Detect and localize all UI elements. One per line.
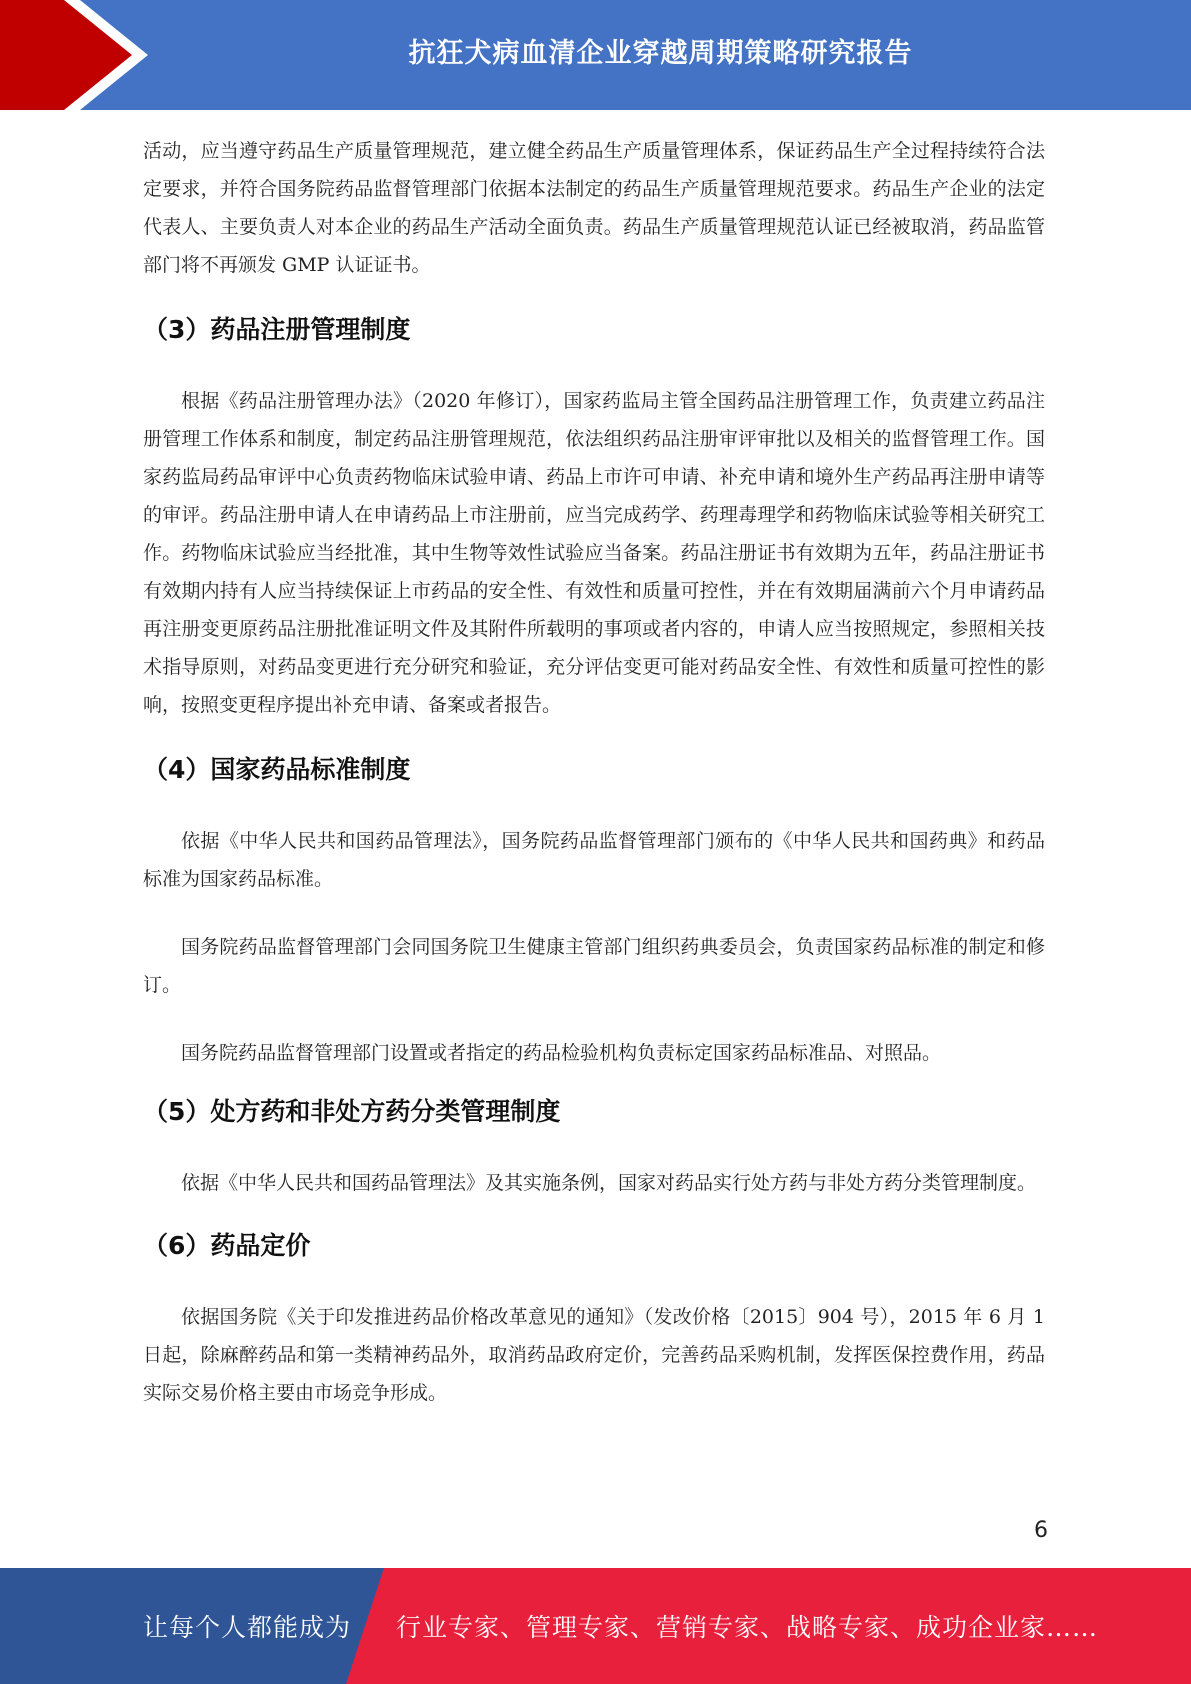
page-footer <box>0 1568 1191 1684</box>
section-3-heading: （3）药品注册管理制度 <box>143 315 411 344</box>
section-5-heading: （5）处方药和非处方药分类管理制度 <box>143 1097 561 1126</box>
intro-paragraph: 活动，应当遵守药品生产质量管理规范，建立健全药品生产质量管理体系，保证药品生产全过程持续符合法定要求，并符合国务院药品监督管理部门依据本法制定的药品生产质量管理规范要求。药品生产企业的法定代表人、主要负责人对本企业的药品生产活动全面负责。药品生产质量管理规范认证已经被取消，药品监管部门将不再颁发 GMP 认证证书。 <box>143 140 1045 276</box>
footer-slogan-left: 让每个人都能成为 <box>143 1613 352 1642</box>
section-5-paragraph: 依据《中华人民共和国药品管理法》及其实施条例，国家对药品实行处方药与非处方药分类管理制度。 <box>181 1172 1037 1194</box>
page-header <box>0 0 1191 110</box>
section-4-heading: （4）国家药品标准制度 <box>143 755 411 784</box>
document-body <box>143 132 1045 1412</box>
ribbon-red-arrow <box>0 0 132 110</box>
report-title: 抗狂犬病血清企业穿越周期策略研究报告 <box>408 37 913 69</box>
section-4-paragraph-2: 国务院药品监督管理部门会同国务院卫生健康主管部门组织药典委员会，负责国家药品标准的制定和修订。 <box>143 936 1045 996</box>
section-4-paragraph-3: 国务院药品监督管理部门设置或者指定的药品检验机构负责标定国家药品标准品、对照品。 <box>181 1042 942 1064</box>
section-3-paragraph: 根据《药品注册管理办法》（2020 年修订），国家药监局主管全国药品注册管理工作，负责建立药品注册管理工作体系和制度，制定药品注册管理规范，依法组织药品注册审评审批以及相关的监督管理工作。国家药监局药品审评中心负责药物临床试验申请、药品上市许可申请、补充申请和境外生产药品再注册申请等的审评。药品注册申请人在申请药品上市注册前，应当完成药学、药理毒理学和药物临床试验等相关研究工作。药物临床试验应当经批准，其中生物等效性试验应当备案。药品注册证书有效期为五年，药品注册证书有效期内持有人应当持续保证上市药品的安全性、有效性和质量可控性，并在有效期届满前六个月申请药品再注册变更原药品注册批准证明文件及其附件所载明的事项或者内容的，申请人应当按照规定，参照相关技术指导原则，对药品变更进行充分研究和验证，充分评估变更可能对药品安全性、有效性和质量可控性的影响，按照变更程序提出补充申请、备案或者报告。 <box>143 390 1045 716</box>
section-6-heading: （6）药品定价 <box>143 1231 311 1260</box>
section-4-paragraph-1: 依据《中华人民共和国药品管理法》，国务院药品监督管理部门颁布的《中华人民共和国药典》和药品标准为国家药品标准。 <box>143 830 1045 890</box>
page-number: 6 <box>1034 1518 1048 1543</box>
section-6-paragraph: 依据国务院《关于印发推进药品价格改革意见的通知》（发改价格〔2015〕904 号），2015 年 6 月 1 日起，除麻醉药品和第一类精神药品外，取消药品政府定价，完善药品采购机制，发挥医保控费作用，药品实际交易价格主要由市场竞争形成。 <box>143 1306 1045 1404</box>
footer-slogan-right: 行业专家、管理专家、营销专家、战略专家、成功企业家…… <box>396 1613 1099 1642</box>
header-ribbon-arrow <box>0 0 160 110</box>
